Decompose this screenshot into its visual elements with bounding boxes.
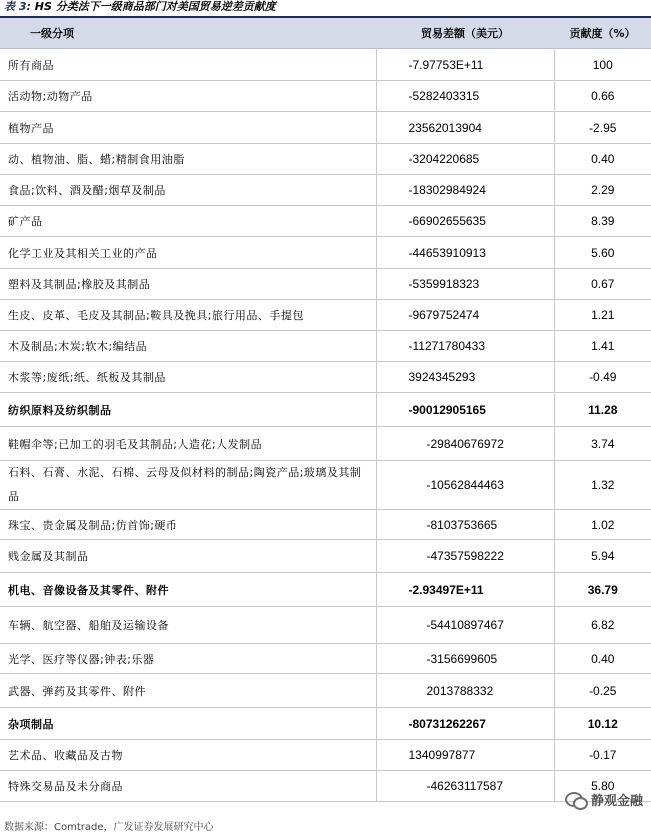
table-row [0,144,651,175]
contribution-cell: 0.40 [554,644,651,674]
table-header-row [0,17,651,49]
table-row [0,510,651,540]
caption-title: HS 分类法下一级商品部门对美国贸易逆差贡献度 [34,0,276,13]
table-row [0,112,651,144]
category-cell: 木浆等;废纸;纸、纸板及其制品 [0,362,376,393]
trade-balance-cell: -8103753665 [376,510,554,540]
trade-balance-cell: -66902655635 [376,206,554,237]
table-row [0,175,651,206]
contribution-cell: 5.94 [554,540,651,573]
category-cell: 塑料及其制品;橡胶及其制品 [0,269,376,300]
category-cell: 鞋帽伞等;已加工的羽毛及其制品;人造花;人发制品 [0,427,376,461]
contribution-cell: 1.21 [554,300,651,331]
table-row [0,573,651,607]
contribution-cell: 5.60 [554,237,651,269]
category-cell: 动、植物油、脂、蜡;精制食用油脂 [0,144,376,175]
category-cell: 特殊交易品及未分商品 [0,771,376,802]
category-cell: 矿产品 [0,206,376,237]
category-cell: 光学、医疗等仪器;钟表;乐器 [0,644,376,674]
contribution-cell: 36.79 [554,573,651,607]
table-row [0,708,651,740]
category-cell: 活动物;动物产品 [0,81,376,112]
wechat-watermark [565,790,643,809]
table-row [0,540,651,573]
contribution-cell: -0.49 [554,362,651,393]
table-row [0,362,651,393]
contribution-cell: 0.40 [554,144,651,175]
header-trade-balance: 贸易差额（美元） [376,17,554,49]
trade-balance-cell: -90012905165 [376,393,554,427]
contribution-cell: 3.74 [554,427,651,461]
contribution-cell: 1.41 [554,331,651,362]
trade-balance-cell: -80731262267 [376,708,554,740]
category-cell: 杂项制品 [0,708,376,740]
table-caption [4,0,276,16]
header-category: 一级分项 [0,17,376,49]
trade-balance-cell: -5359918323 [376,269,554,300]
table-row [0,206,651,237]
table-row [0,771,651,802]
trade-balance-cell: -9679752474 [376,300,554,331]
trade-balance-cell: 1340997877 [376,740,554,771]
trade-balance-cell: -46263117587 [376,771,554,802]
trade-balance-cell: -7.97753E+11 [376,49,554,81]
category-cell: 艺术品、收藏品及古物 [0,740,376,771]
contribution-cell: -0.17 [554,740,651,771]
trade-balance-cell: -18302984924 [376,175,554,206]
category-cell: 食品;饮料、酒及醋;烟草及制品 [0,175,376,206]
table-row [0,740,651,771]
category-cell: 贱金属及其制品 [0,540,376,573]
trade-balance-cell: -11271780433 [376,331,554,362]
trade-balance-cell: -10562844463 [376,461,554,510]
table-row [0,461,651,510]
table-row [0,331,651,362]
table-row [0,393,651,427]
category-cell: 石料、石膏、水泥、石棉、云母及似材料的制品;陶瓷产品;玻璃及其制品 [0,461,376,510]
wechat-icon [565,791,587,809]
table-row [0,269,651,300]
contribution-cell: 1.02 [554,510,651,540]
category-cell: 所有商品 [0,49,376,81]
contribution-cell: -0.25 [554,674,651,708]
trade-balance-cell: -47357598222 [376,540,554,573]
contribution-cell: 1.32 [554,461,651,510]
trade-balance-cell: -3156699605 [376,644,554,674]
table-row [0,81,651,112]
caption-label: 表 3: [4,0,31,13]
contribution-cell: -2.95 [554,112,651,144]
contribution-cell: 0.66 [554,81,651,112]
category-cell: 珠宝、贵金属及制品;仿首饰;硬币 [0,510,376,540]
category-cell: 木及制品;木炭;软木;编结品 [0,331,376,362]
contribution-cell: 10.12 [554,708,651,740]
contribution-cell: 0.67 [554,269,651,300]
table-row [0,49,651,81]
trade-balance-cell: -44653910913 [376,237,554,269]
table-row [0,607,651,644]
contribution-cell: 5.80 [554,771,651,802]
watermark-text: 静观金融 [590,794,643,809]
table-row [0,427,651,461]
contribution-cell: 6.82 [554,607,651,644]
trade-balance-cell: 2013788332 [376,674,554,708]
trade-balance-cell: -3204220685 [376,144,554,175]
trade-balance-cell: -2.93497E+11 [376,573,554,607]
category-cell: 生皮、皮革、毛皮及其制品;鞍具及挽具;旅行用品、手提包 [0,300,376,331]
header-contribution: 贡献度（%） [554,17,651,49]
table-row [0,644,651,674]
contribution-cell: 100 [554,49,651,81]
trade-balance-cell: 3924345293 [376,362,554,393]
data-source: 数据来源：Comtrade，广发证券发展研究中心 [4,822,214,833]
contribution-cell: 11.28 [554,393,651,427]
table-row [0,237,651,269]
contribution-cell: 8.39 [554,206,651,237]
category-cell: 车辆、航空器、船舶及运输设备 [0,607,376,644]
table-row [0,674,651,708]
category-cell: 纺织原料及纺织制品 [0,393,376,427]
trade-balance-cell: -5282403315 [376,81,554,112]
trade-deficit-table [0,16,651,802]
category-cell: 化学工业及其相关工业的产品 [0,237,376,269]
contribution-cell: 2.29 [554,175,651,206]
trade-balance-cell: 23562013904 [376,112,554,144]
trade-balance-cell: -29840676972 [376,427,554,461]
category-cell: 机电、音像设备及其零件、附件 [0,573,376,607]
trade-balance-cell: -54410897467 [376,607,554,644]
table-row [0,300,651,331]
category-cell: 武器、弹药及其零件、附件 [0,674,376,708]
category-cell: 植物产品 [0,112,376,144]
